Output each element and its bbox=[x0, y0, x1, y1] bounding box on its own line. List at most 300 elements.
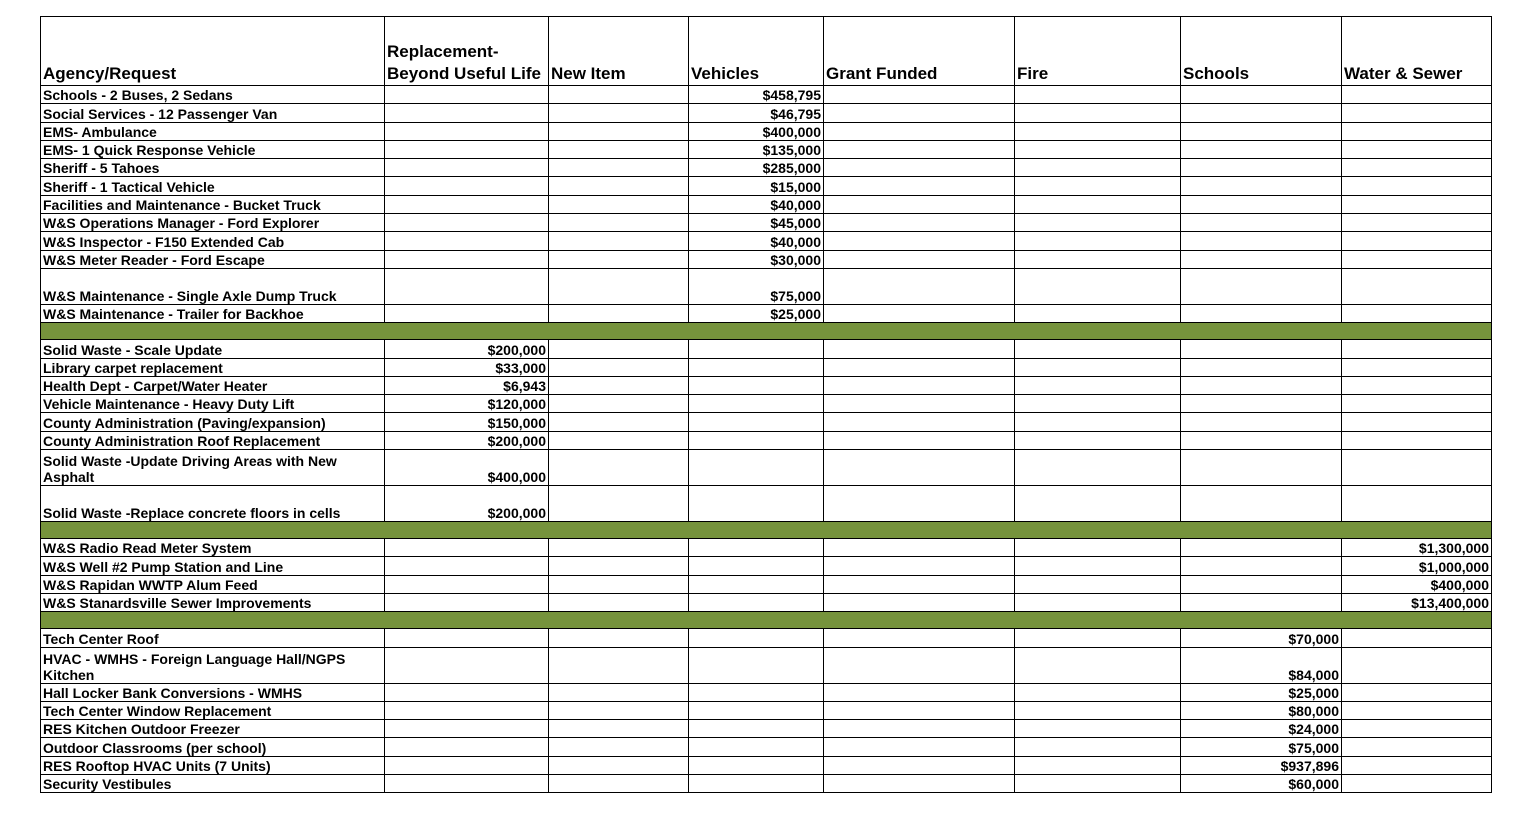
request-label-cell[interactable]: W&S Rapidan WWTP Alum Feed bbox=[41, 575, 385, 593]
empty-cell[interactable] bbox=[824, 250, 1015, 268]
empty-cell[interactable] bbox=[549, 340, 689, 358]
table-row bbox=[41, 775, 1492, 793]
empty-cell[interactable] bbox=[549, 775, 689, 793]
table-row bbox=[41, 358, 1492, 376]
empty-cell[interactable] bbox=[1015, 376, 1181, 394]
amount-cell[interactable]: $75,000 bbox=[689, 268, 824, 304]
empty-cell[interactable] bbox=[1342, 340, 1492, 358]
empty-cell[interactable] bbox=[1181, 486, 1342, 522]
empty-cell[interactable] bbox=[824, 450, 1015, 486]
separator-band bbox=[41, 612, 1492, 629]
empty-cell[interactable] bbox=[1342, 195, 1492, 213]
header-grant-funded: Grant Funded bbox=[824, 17, 1015, 86]
empty-cell[interactable] bbox=[385, 140, 549, 158]
empty-cell[interactable] bbox=[549, 539, 689, 557]
empty-cell[interactable] bbox=[689, 395, 824, 413]
table-row bbox=[41, 104, 1492, 122]
table-row bbox=[41, 413, 1492, 431]
table-row bbox=[41, 304, 1492, 322]
request-label-cell[interactable]: W&S Meter Reader - Ford Escape bbox=[41, 250, 385, 268]
amount-cell[interactable]: $1,000,000 bbox=[1342, 557, 1492, 575]
empty-cell[interactable] bbox=[1015, 683, 1181, 701]
empty-cell[interactable] bbox=[549, 214, 689, 232]
table-row bbox=[41, 340, 1492, 358]
empty-cell[interactable] bbox=[824, 395, 1015, 413]
request-label-cell[interactable]: EMS- 1 Quick Response Vehicle bbox=[41, 140, 385, 158]
empty-cell[interactable] bbox=[1015, 340, 1181, 358]
empty-cell[interactable] bbox=[824, 159, 1015, 177]
empty-cell[interactable] bbox=[1342, 140, 1492, 158]
empty-cell[interactable] bbox=[1015, 450, 1181, 486]
header-schools: Schools bbox=[1181, 17, 1342, 86]
empty-cell[interactable] bbox=[689, 376, 824, 394]
table-body bbox=[41, 86, 1492, 793]
empty-cell[interactable] bbox=[385, 122, 549, 140]
table-row bbox=[41, 140, 1492, 158]
header-water-sewer: Water & Sewer bbox=[1342, 17, 1492, 86]
empty-cell[interactable] bbox=[1181, 232, 1342, 250]
table-row bbox=[41, 450, 1492, 486]
table-row bbox=[41, 268, 1492, 304]
table-row bbox=[41, 701, 1492, 719]
amount-cell[interactable]: $6,943 bbox=[385, 376, 549, 394]
empty-cell[interactable] bbox=[1342, 214, 1492, 232]
empty-cell[interactable] bbox=[549, 195, 689, 213]
capital-requests-table bbox=[40, 16, 1492, 793]
table-row bbox=[41, 232, 1492, 250]
request-label-cell[interactable]: W&S Inspector - F150 Extended Cab bbox=[41, 232, 385, 250]
amount-cell[interactable]: $1,300,000 bbox=[1342, 539, 1492, 557]
table-row bbox=[41, 593, 1492, 611]
table-row bbox=[41, 683, 1492, 701]
amount-cell[interactable]: $15,000 bbox=[689, 177, 824, 195]
request-label-cell[interactable]: W&S Operations Manager - Ford Explorer bbox=[41, 214, 385, 232]
empty-cell[interactable] bbox=[1342, 376, 1492, 394]
empty-cell[interactable] bbox=[1015, 701, 1181, 719]
empty-cell[interactable] bbox=[549, 431, 689, 449]
empty-cell[interactable] bbox=[549, 593, 689, 611]
empty-cell[interactable] bbox=[1015, 358, 1181, 376]
request-label-cell[interactable]: Sheriff - 1 Tactical Vehicle bbox=[41, 177, 385, 195]
amount-cell[interactable]: $60,000 bbox=[1181, 775, 1342, 793]
amount-cell[interactable]: $200,000 bbox=[385, 431, 549, 449]
request-label-cell[interactable]: Library carpet replacement bbox=[41, 358, 385, 376]
empty-cell[interactable] bbox=[824, 683, 1015, 701]
empty-cell[interactable] bbox=[824, 358, 1015, 376]
amount-cell[interactable]: $400,000 bbox=[689, 122, 824, 140]
amount-cell[interactable]: $84,000 bbox=[1181, 647, 1342, 683]
empty-cell[interactable] bbox=[1342, 683, 1492, 701]
empty-cell[interactable] bbox=[1015, 86, 1181, 104]
empty-cell[interactable] bbox=[689, 593, 824, 611]
table-row bbox=[41, 122, 1492, 140]
empty-cell[interactable] bbox=[1015, 575, 1181, 593]
empty-cell[interactable] bbox=[1342, 159, 1492, 177]
empty-cell[interactable] bbox=[1015, 140, 1181, 158]
empty-cell[interactable] bbox=[824, 720, 1015, 738]
empty-cell[interactable] bbox=[824, 629, 1015, 647]
table-row bbox=[41, 177, 1492, 195]
empty-cell[interactable] bbox=[1015, 720, 1181, 738]
empty-cell[interactable] bbox=[549, 413, 689, 431]
empty-cell[interactable] bbox=[385, 756, 549, 774]
empty-cell[interactable] bbox=[1015, 756, 1181, 774]
empty-cell[interactable] bbox=[1342, 250, 1492, 268]
empty-cell[interactable] bbox=[1342, 86, 1492, 104]
amount-cell[interactable]: $25,000 bbox=[1181, 683, 1342, 701]
table-row bbox=[41, 557, 1492, 575]
empty-cell[interactable] bbox=[549, 304, 689, 322]
request-label-cell[interactable]: County Administration Roof Replacement bbox=[41, 431, 385, 449]
empty-cell[interactable] bbox=[689, 450, 824, 486]
empty-cell[interactable] bbox=[1342, 122, 1492, 140]
request-label-cell[interactable]: County Administration (Paving/expansion) bbox=[41, 413, 385, 431]
empty-cell[interactable] bbox=[689, 629, 824, 647]
empty-cell[interactable] bbox=[1015, 413, 1181, 431]
amount-cell[interactable]: $70,000 bbox=[1181, 629, 1342, 647]
empty-cell[interactable] bbox=[824, 104, 1015, 122]
empty-cell[interactable] bbox=[689, 340, 824, 358]
empty-cell[interactable] bbox=[549, 104, 689, 122]
empty-cell[interactable] bbox=[549, 358, 689, 376]
request-label-cell[interactable]: Tech Center Window Replacement bbox=[41, 701, 385, 719]
empty-cell[interactable] bbox=[689, 738, 824, 756]
empty-cell[interactable] bbox=[689, 775, 824, 793]
empty-cell[interactable] bbox=[549, 250, 689, 268]
table-row bbox=[41, 575, 1492, 593]
empty-cell[interactable] bbox=[1342, 268, 1492, 304]
empty-cell[interactable] bbox=[1015, 250, 1181, 268]
empty-cell[interactable] bbox=[1181, 413, 1342, 431]
empty-cell[interactable] bbox=[689, 486, 824, 522]
empty-cell[interactable] bbox=[824, 140, 1015, 158]
amount-cell[interactable]: $25,000 bbox=[689, 304, 824, 322]
empty-cell[interactable] bbox=[824, 486, 1015, 522]
empty-cell[interactable] bbox=[1342, 450, 1492, 486]
table-row bbox=[41, 629, 1492, 647]
empty-cell[interactable] bbox=[549, 557, 689, 575]
amount-cell[interactable]: $13,400,000 bbox=[1342, 593, 1492, 611]
empty-cell[interactable] bbox=[689, 720, 824, 738]
amount-cell[interactable]: $40,000 bbox=[689, 232, 824, 250]
empty-cell[interactable] bbox=[549, 268, 689, 304]
table-row bbox=[41, 250, 1492, 268]
empty-cell[interactable] bbox=[1015, 431, 1181, 449]
empty-cell[interactable] bbox=[549, 629, 689, 647]
header-replacement: Replacement- Beyond Useful Life bbox=[385, 17, 549, 86]
empty-cell[interactable] bbox=[1342, 629, 1492, 647]
empty-cell[interactable] bbox=[385, 104, 549, 122]
empty-cell[interactable] bbox=[824, 268, 1015, 304]
empty-cell[interactable] bbox=[1342, 232, 1492, 250]
empty-cell[interactable] bbox=[1015, 104, 1181, 122]
empty-cell[interactable] bbox=[1015, 195, 1181, 213]
header-row bbox=[41, 17, 1492, 86]
request-label-cell[interactable]: Tech Center Roof bbox=[41, 629, 385, 647]
amount-cell[interactable]: $120,000 bbox=[385, 395, 549, 413]
request-label-cell[interactable]: Vehicle Maintenance - Heavy Duty Lift bbox=[41, 395, 385, 413]
empty-cell[interactable] bbox=[824, 340, 1015, 358]
empty-cell[interactable] bbox=[549, 720, 689, 738]
empty-cell[interactable] bbox=[1342, 177, 1492, 195]
empty-cell[interactable] bbox=[824, 575, 1015, 593]
request-label-cell[interactable]: Health Dept - Carpet/Water Heater bbox=[41, 376, 385, 394]
empty-cell[interactable] bbox=[689, 683, 824, 701]
amount-cell[interactable]: $24,000 bbox=[1181, 720, 1342, 738]
empty-cell[interactable] bbox=[689, 701, 824, 719]
empty-cell[interactable] bbox=[689, 575, 824, 593]
empty-cell[interactable] bbox=[549, 122, 689, 140]
empty-cell[interactable] bbox=[824, 431, 1015, 449]
amount-cell[interactable]: $40,000 bbox=[689, 195, 824, 213]
empty-cell[interactable] bbox=[1181, 376, 1342, 394]
empty-cell[interactable] bbox=[1342, 104, 1492, 122]
amount-cell[interactable]: $285,000 bbox=[689, 159, 824, 177]
empty-cell[interactable] bbox=[1181, 122, 1342, 140]
empty-cell[interactable] bbox=[1015, 557, 1181, 575]
empty-cell[interactable] bbox=[385, 539, 549, 557]
empty-cell[interactable] bbox=[1181, 159, 1342, 177]
empty-cell[interactable] bbox=[549, 756, 689, 774]
empty-cell[interactable] bbox=[1015, 486, 1181, 522]
table-row bbox=[41, 376, 1492, 394]
empty-cell[interactable] bbox=[549, 486, 689, 522]
amount-cell[interactable]: $458,795 bbox=[689, 86, 824, 104]
empty-cell[interactable] bbox=[1015, 629, 1181, 647]
section-separator bbox=[41, 522, 1492, 539]
amount-cell[interactable]: $135,000 bbox=[689, 140, 824, 158]
empty-cell[interactable] bbox=[824, 304, 1015, 322]
empty-cell[interactable] bbox=[1181, 104, 1342, 122]
empty-cell[interactable] bbox=[824, 647, 1015, 683]
empty-cell[interactable] bbox=[824, 195, 1015, 213]
empty-cell[interactable] bbox=[1015, 775, 1181, 793]
amount-cell[interactable]: $400,000 bbox=[385, 450, 549, 486]
empty-cell[interactable] bbox=[689, 756, 824, 774]
amount-cell[interactable]: $150,000 bbox=[385, 413, 549, 431]
request-label-cell[interactable]: Solid Waste - Scale Update bbox=[41, 340, 385, 358]
empty-cell[interactable] bbox=[1181, 557, 1342, 575]
request-label-cell[interactable]: Social Services - 12 Passenger Van bbox=[41, 104, 385, 122]
request-label-cell[interactable]: Sheriff - 5 Tahoes bbox=[41, 159, 385, 177]
request-label-cell[interactable]: W&S Maintenance - Single Axle Dump Truck bbox=[41, 268, 385, 304]
request-label-cell[interactable]: W&S Maintenance - Trailer for Backhoe bbox=[41, 304, 385, 322]
header-fire: Fire bbox=[1015, 17, 1181, 86]
empty-cell[interactable] bbox=[1181, 593, 1342, 611]
empty-cell[interactable] bbox=[689, 557, 824, 575]
empty-cell[interactable] bbox=[1181, 358, 1342, 376]
amount-cell[interactable]: $45,000 bbox=[689, 214, 824, 232]
request-label-cell[interactable]: Facilities and Maintenance - Bucket Truck bbox=[41, 195, 385, 213]
empty-cell[interactable] bbox=[1181, 214, 1342, 232]
request-label-cell[interactable]: RES Rooftop HVAC Units (7 Units) bbox=[41, 756, 385, 774]
empty-cell[interactable] bbox=[1181, 195, 1342, 213]
amount-cell[interactable]: $400,000 bbox=[1342, 575, 1492, 593]
empty-cell[interactable] bbox=[385, 557, 549, 575]
empty-cell[interactable] bbox=[1342, 701, 1492, 719]
amount-cell[interactable]: $200,000 bbox=[385, 486, 549, 522]
empty-cell[interactable] bbox=[385, 214, 549, 232]
amount-cell[interactable]: $33,000 bbox=[385, 358, 549, 376]
empty-cell[interactable] bbox=[1181, 177, 1342, 195]
empty-cell[interactable] bbox=[824, 756, 1015, 774]
request-label-cell[interactable]: HVAC - WMHS - Foreign Language Hall/NGPS Kitchen bbox=[41, 647, 385, 683]
empty-cell[interactable] bbox=[385, 629, 549, 647]
header-vehicles: Vehicles bbox=[689, 17, 824, 86]
empty-cell[interactable] bbox=[1181, 250, 1342, 268]
empty-cell[interactable] bbox=[385, 304, 549, 322]
empty-cell[interactable] bbox=[1181, 268, 1342, 304]
empty-cell[interactable] bbox=[824, 214, 1015, 232]
amount-cell[interactable]: $80,000 bbox=[1181, 701, 1342, 719]
request-label-cell[interactable]: W&S Radio Read Meter System bbox=[41, 539, 385, 557]
empty-cell[interactable] bbox=[1181, 140, 1342, 158]
request-label-cell[interactable]: Security Vestibules bbox=[41, 775, 385, 793]
request-label-cell[interactable]: Hall Locker Bank Conversions - WMHS bbox=[41, 683, 385, 701]
empty-cell[interactable] bbox=[1015, 159, 1181, 177]
request-label-cell[interactable]: Schools - 2 Buses, 2 Sedans bbox=[41, 86, 385, 104]
empty-cell[interactable] bbox=[549, 140, 689, 158]
empty-cell[interactable] bbox=[1015, 304, 1181, 322]
empty-cell[interactable] bbox=[824, 593, 1015, 611]
empty-cell[interactable] bbox=[689, 647, 824, 683]
empty-cell[interactable] bbox=[1015, 395, 1181, 413]
empty-cell[interactable] bbox=[549, 701, 689, 719]
table-row bbox=[41, 647, 1492, 683]
empty-cell[interactable] bbox=[385, 701, 549, 719]
request-label-cell[interactable]: W&S Well #2 Pump Station and Line bbox=[41, 557, 385, 575]
empty-cell[interactable] bbox=[385, 268, 549, 304]
empty-cell[interactable] bbox=[1015, 232, 1181, 250]
table-row bbox=[41, 486, 1492, 522]
empty-cell[interactable] bbox=[385, 195, 549, 213]
empty-cell[interactable] bbox=[1181, 395, 1342, 413]
table-row bbox=[41, 395, 1492, 413]
empty-cell[interactable] bbox=[549, 86, 689, 104]
empty-cell[interactable] bbox=[385, 575, 549, 593]
empty-cell[interactable] bbox=[549, 738, 689, 756]
empty-cell[interactable] bbox=[824, 122, 1015, 140]
empty-cell[interactable] bbox=[385, 159, 549, 177]
empty-cell[interactable] bbox=[549, 395, 689, 413]
request-label-cell[interactable]: Outdoor Classrooms (per school) bbox=[41, 738, 385, 756]
empty-cell[interactable] bbox=[549, 159, 689, 177]
empty-cell[interactable] bbox=[824, 557, 1015, 575]
request-label-cell[interactable]: Solid Waste -Replace concrete floors in cells bbox=[41, 486, 385, 522]
header-new-item: New Item bbox=[549, 17, 689, 86]
table-row bbox=[41, 756, 1492, 774]
amount-cell[interactable]: $46,795 bbox=[689, 104, 824, 122]
amount-cell[interactable]: $937,896 bbox=[1181, 756, 1342, 774]
empty-cell[interactable] bbox=[689, 358, 824, 376]
empty-cell[interactable] bbox=[385, 720, 549, 738]
table-row bbox=[41, 195, 1492, 213]
empty-cell[interactable] bbox=[549, 683, 689, 701]
section-separator bbox=[41, 323, 1492, 340]
request-label-cell[interactable]: W&S Stanardsville Sewer Improvements bbox=[41, 593, 385, 611]
empty-cell[interactable] bbox=[385, 250, 549, 268]
empty-cell[interactable] bbox=[824, 738, 1015, 756]
request-label-cell[interactable]: Solid Waste -Update Driving Areas with New Asphalt bbox=[41, 450, 385, 486]
empty-cell[interactable] bbox=[385, 647, 549, 683]
empty-cell[interactable] bbox=[385, 232, 549, 250]
empty-cell[interactable] bbox=[1342, 304, 1492, 322]
empty-cell[interactable] bbox=[1342, 413, 1492, 431]
empty-cell[interactable] bbox=[1342, 486, 1492, 522]
empty-cell[interactable] bbox=[385, 775, 549, 793]
amount-cell[interactable]: $30,000 bbox=[689, 250, 824, 268]
empty-cell[interactable] bbox=[1342, 775, 1492, 793]
empty-cell[interactable] bbox=[385, 177, 549, 195]
empty-cell[interactable] bbox=[1181, 539, 1342, 557]
empty-cell[interactable] bbox=[549, 575, 689, 593]
empty-cell[interactable] bbox=[689, 539, 824, 557]
empty-cell[interactable] bbox=[385, 86, 549, 104]
empty-cell[interactable] bbox=[1181, 575, 1342, 593]
empty-cell[interactable] bbox=[549, 647, 689, 683]
empty-cell[interactable] bbox=[1342, 431, 1492, 449]
amount-cell[interactable]: $75,000 bbox=[1181, 738, 1342, 756]
empty-cell[interactable] bbox=[1342, 358, 1492, 376]
empty-cell[interactable] bbox=[549, 177, 689, 195]
empty-cell[interactable] bbox=[1015, 539, 1181, 557]
table-row bbox=[41, 159, 1492, 177]
empty-cell[interactable] bbox=[1342, 738, 1492, 756]
empty-cell[interactable] bbox=[824, 177, 1015, 195]
empty-cell[interactable] bbox=[1015, 738, 1181, 756]
empty-cell[interactable] bbox=[1342, 647, 1492, 683]
empty-cell[interactable] bbox=[824, 86, 1015, 104]
empty-cell[interactable] bbox=[1181, 304, 1342, 322]
empty-cell[interactable] bbox=[1015, 214, 1181, 232]
empty-cell[interactable] bbox=[689, 431, 824, 449]
empty-cell[interactable] bbox=[1342, 720, 1492, 738]
request-label-cell[interactable]: EMS- Ambulance bbox=[41, 122, 385, 140]
empty-cell[interactable] bbox=[1181, 340, 1342, 358]
empty-cell[interactable] bbox=[824, 413, 1015, 431]
empty-cell[interactable] bbox=[1015, 122, 1181, 140]
header-agency-request: Agency/Request bbox=[41, 17, 385, 86]
empty-cell[interactable] bbox=[385, 593, 549, 611]
empty-cell[interactable] bbox=[1015, 177, 1181, 195]
empty-cell[interactable] bbox=[824, 376, 1015, 394]
table-row bbox=[41, 86, 1492, 104]
empty-cell[interactable] bbox=[1015, 647, 1181, 683]
empty-cell[interactable] bbox=[1181, 86, 1342, 104]
amount-cell[interactable]: $200,000 bbox=[385, 340, 549, 358]
empty-cell[interactable] bbox=[1015, 593, 1181, 611]
table-row bbox=[41, 738, 1492, 756]
request-label-cell[interactable]: RES Kitchen Outdoor Freezer bbox=[41, 720, 385, 738]
empty-cell[interactable] bbox=[385, 738, 549, 756]
empty-cell[interactable] bbox=[549, 450, 689, 486]
empty-cell[interactable] bbox=[824, 775, 1015, 793]
empty-cell[interactable] bbox=[385, 683, 549, 701]
table-row bbox=[41, 214, 1492, 232]
table-row bbox=[41, 431, 1492, 449]
empty-cell[interactable] bbox=[1342, 395, 1492, 413]
empty-cell[interactable] bbox=[824, 701, 1015, 719]
empty-cell[interactable] bbox=[1015, 268, 1181, 304]
empty-cell[interactable] bbox=[549, 232, 689, 250]
empty-cell[interactable] bbox=[824, 539, 1015, 557]
empty-cell[interactable] bbox=[1342, 756, 1492, 774]
empty-cell[interactable] bbox=[1181, 431, 1342, 449]
empty-cell[interactable] bbox=[824, 232, 1015, 250]
empty-cell[interactable] bbox=[1181, 450, 1342, 486]
empty-cell[interactable] bbox=[549, 376, 689, 394]
empty-cell[interactable] bbox=[689, 413, 824, 431]
